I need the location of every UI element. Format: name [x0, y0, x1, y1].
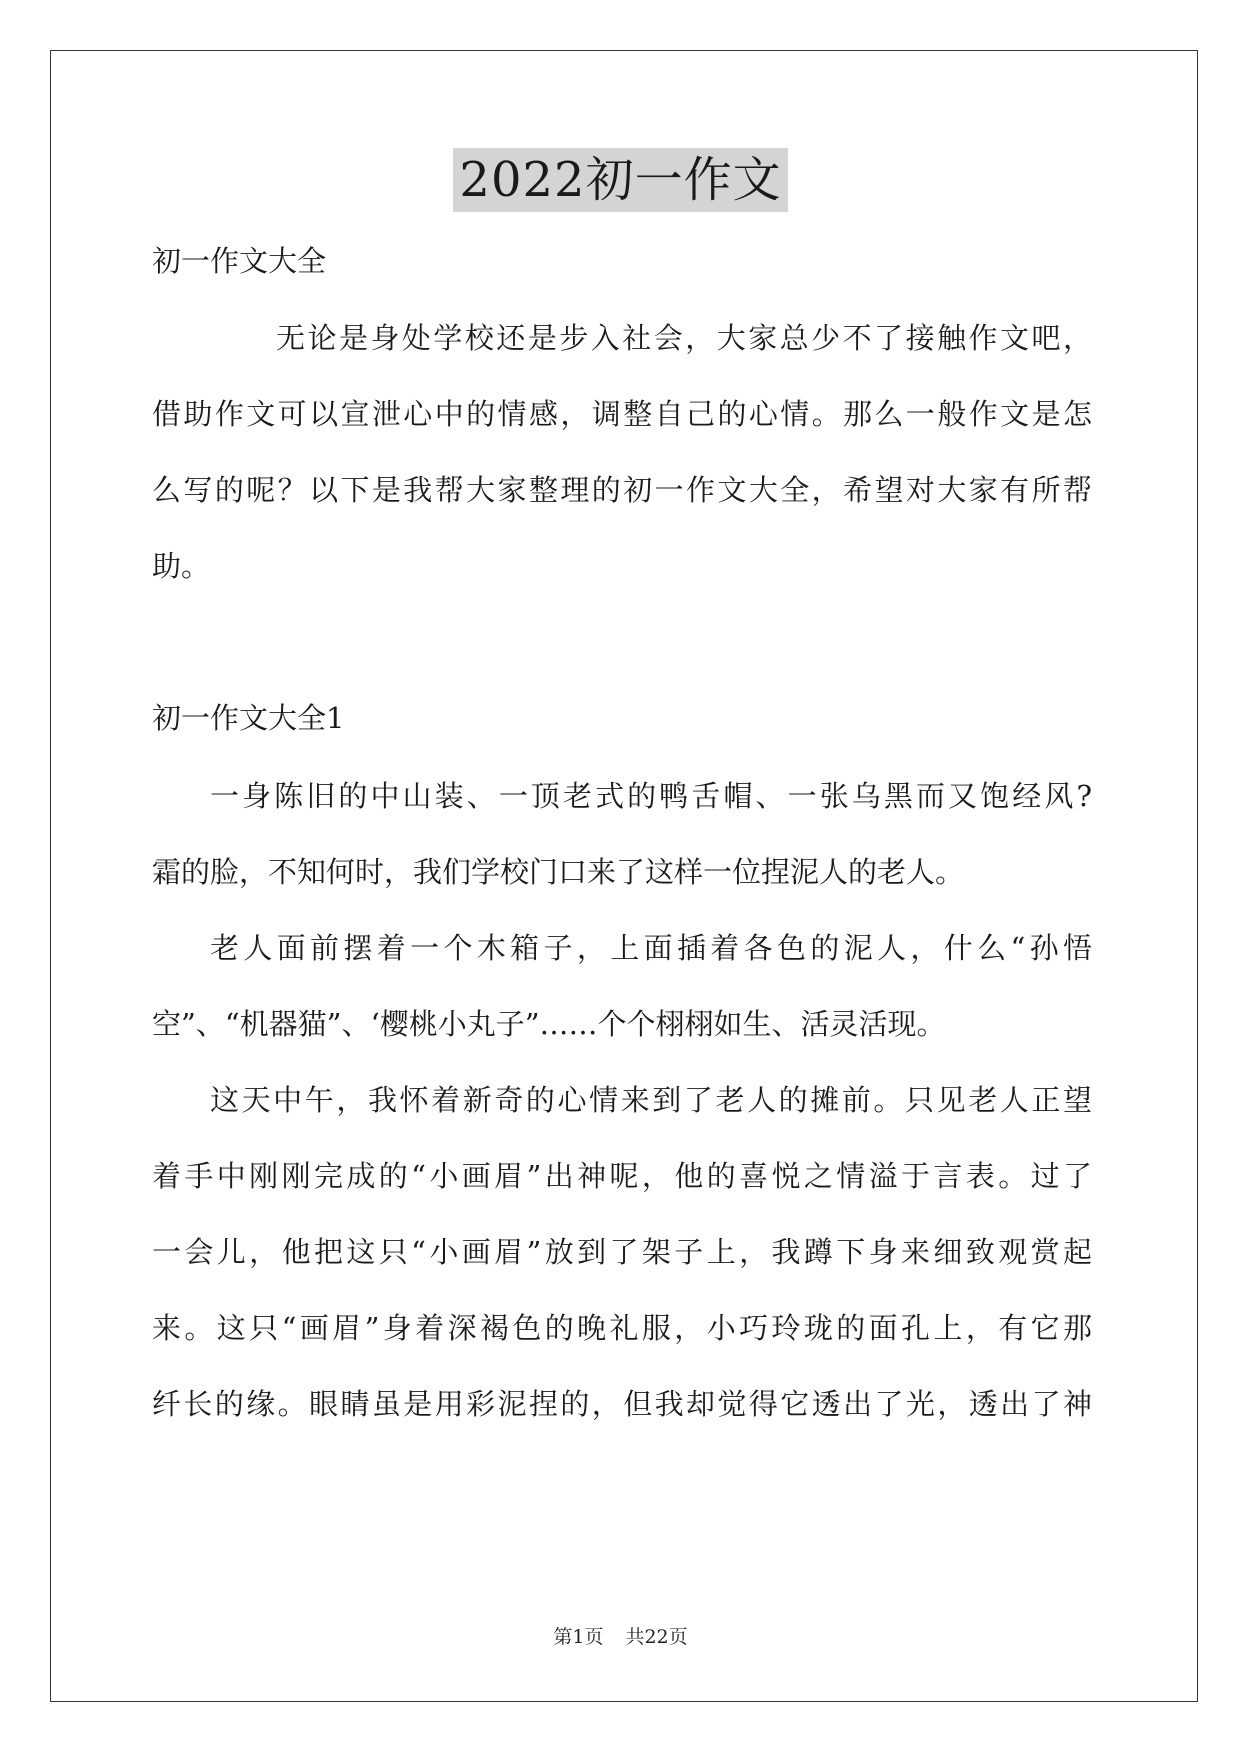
page-number: 第1页: [553, 1626, 604, 1648]
essay-paragraph-1-line-2: 霜的脸，不知何时，我们学校门口来了这样一位捏泥人的老人。: [152, 855, 965, 889]
essay-paragraph-1-line-1: 一身陈旧的中山装、一顶老式的鸭舌帽、一张乌黑而又饱经风?: [210, 779, 1092, 813]
essay-paragraph-3-line-4: 来。这只“画眉”身着深褐色的晚礼服，小巧玲珑的面孔上，有它那: [152, 1311, 1092, 1345]
intro-paragraph-line-1: 无论是身处学校还是步入社会，大家总少不了接触作文吧，: [276, 321, 1092, 355]
essay-paragraph-3-line-5: 纤长的缘。眼睛虽是用彩泥捏的，但我却觉得它透出了光，透出了神: [152, 1387, 1092, 1421]
section-heading: 初一作文大全: [152, 244, 327, 278]
intro-paragraph-line-2: 借助作文可以宣泄心中的情感，调整自己的心情。那么一般作文是怎: [152, 397, 1092, 431]
page-footer: [0, 1624, 1241, 1650]
intro-paragraph-line-3: 么写的呢？以下是我帮大家整理的初一作文大全，希望对大家有所帮: [152, 473, 1092, 507]
essay-paragraph-3-line-3: 一会儿，他把这只“小画眉”放到了架子上，我蹲下身来细致观赏起: [152, 1235, 1092, 1269]
essay-paragraph-2-line-1: 老人面前摆着一个木箱子，上面插着各色的泥人，什么“孙悟: [210, 931, 1092, 965]
document-title: 2022初一作文: [453, 148, 787, 212]
total-pages: 共22页: [625, 1626, 688, 1648]
essay-heading: 初一作文大全1: [152, 701, 345, 735]
essay-paragraph-3-line-2: 着手中刚刚完成的“小画眉”出神呢，他的喜悦之情溢于言表。过了: [152, 1159, 1092, 1193]
intro-paragraph-line-4: 助。: [152, 549, 211, 583]
essay-paragraph-2-line-2: 空”、“机器猫”、‘樱桃小丸子”……个个栩栩如生、活灵活现。: [152, 1007, 946, 1041]
title-container: [0, 148, 1241, 212]
essay-paragraph-3-line-1: 这天中午，我怀着新奇的心情来到了老人的摊前。只见老人正望: [210, 1083, 1092, 1117]
